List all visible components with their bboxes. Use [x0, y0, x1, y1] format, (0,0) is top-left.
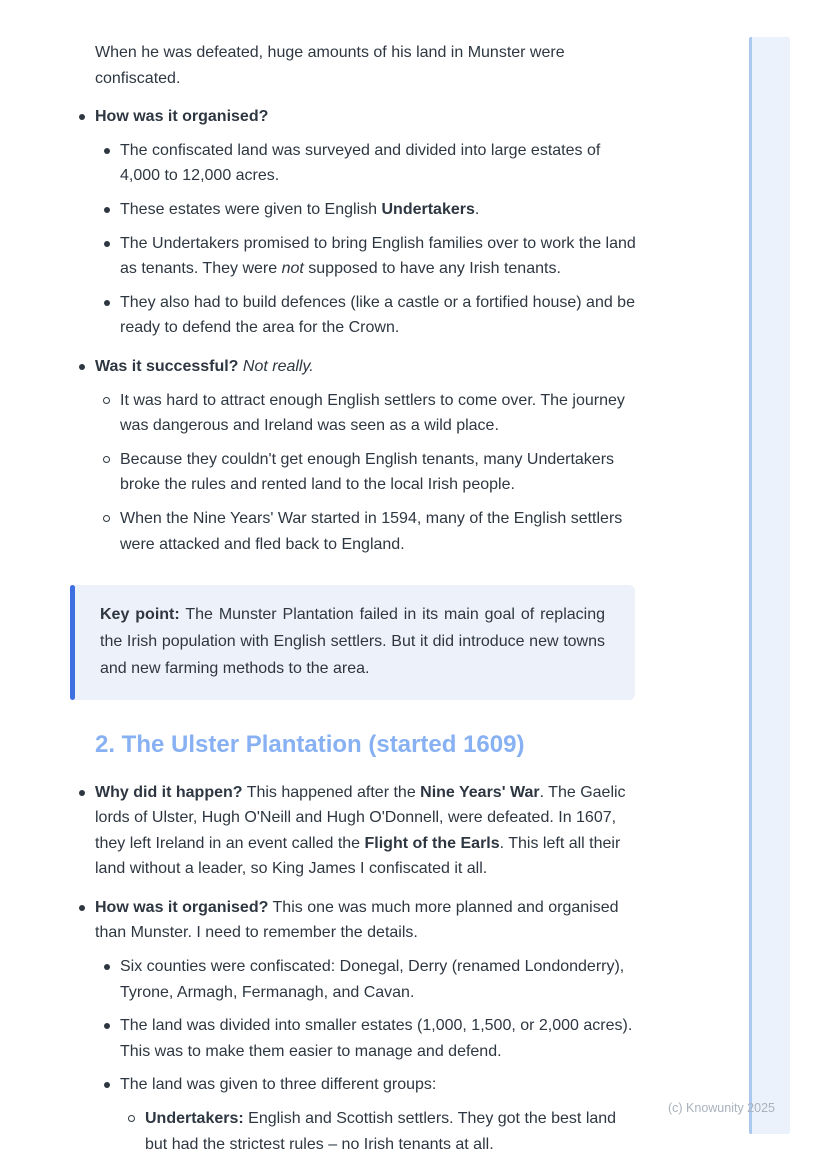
list-item: Undertakers: English and Scottish settlers. They got the best land but had the strictest rules – no Irish tenants at all. [145, 1106, 636, 1157]
munster-list [95, 104, 636, 557]
bullet-item-munster-organised [95, 104, 636, 341]
callout-accent-bar [70, 585, 75, 700]
document-content [95, 40, 636, 1157]
keypoint-callout [70, 585, 635, 700]
list-item: The confiscated land was surveyed and divided into large estates of 4,000 to 12,000 acres. [120, 138, 636, 189]
section-heading-ulster: 2. The Ulster Plantation (started 1609) [95, 730, 525, 758]
bullet-item-ulster-organised [95, 895, 636, 1157]
copyright-text: (c) Knowunity 2025 [667, 1101, 775, 1115]
munster-successful-sublist [95, 388, 636, 558]
bullet-item-three-groups [120, 1072, 636, 1157]
bullet-item-munster-successful [95, 354, 636, 557]
bullet-item-ulster-why [95, 780, 636, 882]
bullet-item-text: How was it organised? [95, 108, 269, 126]
list-item: Because they couldn't get enough English tenants, many Undertakers broke the rules and rented land to the local Irish people. [120, 447, 636, 498]
keypoint-text: Key point: The Munster Plantation failed in its main goal of replacing the Irish population with English settlers. But it did introduce new towns and new farming methods to the area. [100, 606, 606, 677]
munster-organised-sublist [95, 138, 636, 341]
bullet-item-text: The land was given to three different groups: [120, 1076, 437, 1094]
bullet-item-text: Why did it happen? This happened after the Nine Years' War. The Gaelic lords of Ulster, Hugh O'Neill and Hugh O'Donnell, were defeated. In 1607, they left Ireland in an event called the Flight of the Earls. This left all their land without a leader, so King James I confiscated it all. [95, 783, 626, 878]
list-item: It was hard to attract enough English settlers to come over. The journey was dangerous and Ireland was seen as a wild place. [120, 388, 636, 439]
page-scrollbar[interactable] [749, 37, 790, 1134]
three-groups-sublist [120, 1106, 636, 1157]
list-item: These estates were given to English Undertakers. [120, 197, 636, 223]
list-item: The land was divided into smaller estates (1,000, 1,500, or 2,000 acres). This was to make them easier to manage and defend. [120, 1013, 636, 1064]
bullet-item-text: Was it successful? Not really. [95, 357, 314, 375]
ulster-list [95, 780, 636, 1158]
intro-paragraph: When he was defeated, huge amounts of his land in Munster were confiscated. [95, 44, 565, 87]
list-item: They also had to build defences (like a castle or a fortified house) and be ready to defend the area for the Crown. [120, 290, 636, 341]
ulster-organised-sublist [95, 954, 636, 1157]
list-item: The Undertakers promised to bring English families over to work the land as tenants. They were not supposed to have any Irish tenants. [120, 231, 636, 282]
list-item: Six counties were confiscated: Donegal, Derry (renamed Londonderry), Tyrone, Armagh, Fermanagh, and Cavan. [120, 954, 636, 1005]
bullet-item-text: How was it organised? This one was much more planned and organised than Munster. I need to remember the details. [95, 898, 619, 942]
list-item: When the Nine Years' War started in 1594, many of the English settlers were attacked and fled back to England. [120, 506, 636, 557]
